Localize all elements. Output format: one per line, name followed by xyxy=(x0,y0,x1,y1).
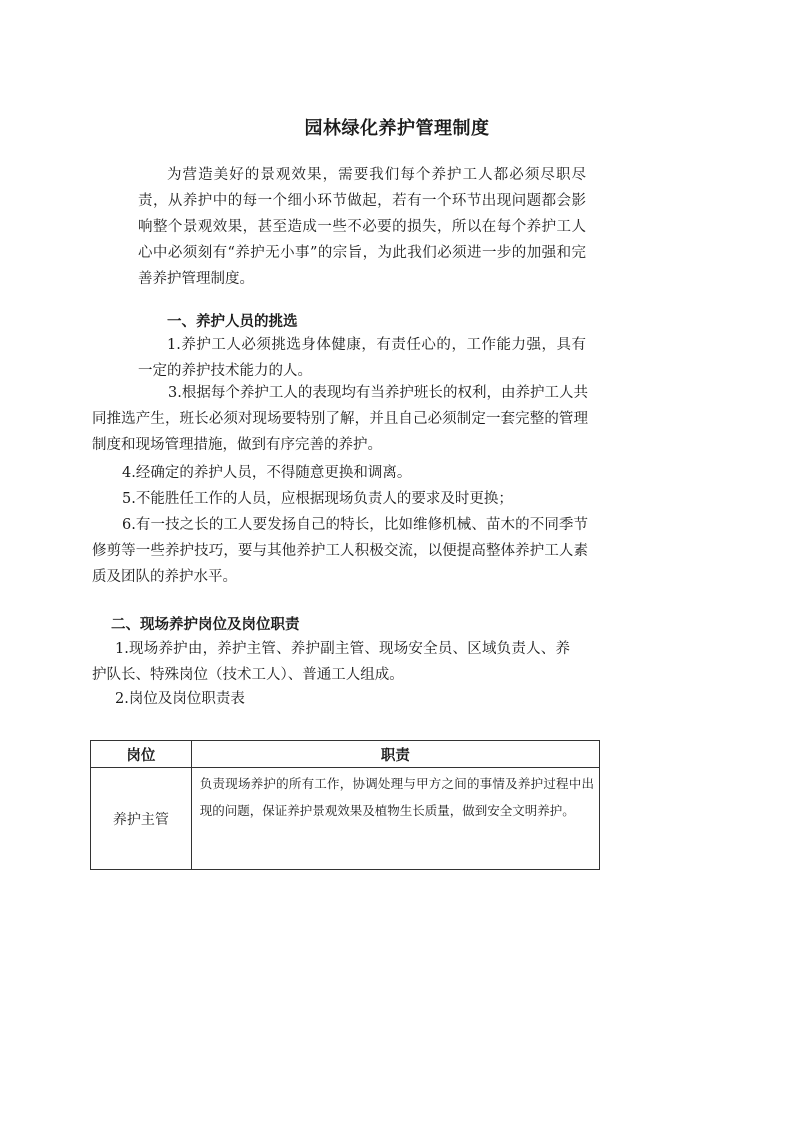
section1-heading: 一、养护人员的挑选 xyxy=(167,314,298,330)
section1-item-5: 5.不能胜任工作的人员，应根据现场负责人的要求及时更换； xyxy=(122,491,513,507)
document-title: 园林绿化养护管理制度 xyxy=(304,118,490,139)
table-cell-position: 养护主管 xyxy=(91,768,192,870)
section1-item-1: 1.养护工人必须挑选身体健康，有责任心的，工作能力强，具有一定的养护技术能力的人。 xyxy=(138,337,586,379)
table-header-duty: 职责 xyxy=(191,741,599,768)
intro-paragraph: 为营造美好的景观效果，需要我们每个养护工人都必须尽职尽责，从养护中的每一个细小环节做起，若有一个环节出现问题都会影响整个景观效果，甚至造成一些不必要的损失，所以在每个养护工人心中必须刻有“养护无小事”的宗旨，为此我们必须进一步的加强和完善养护管理制度。 xyxy=(138,167,586,287)
table-cell-duty: 负责现场养护的所有工作，协调处理与甲方之间的事情及养护过程中出现的问题，保证养护景观效果及植物生长质量，做到安全文明养护。 xyxy=(191,768,599,870)
duty-table xyxy=(90,740,600,870)
section2-item-1: 1.现场养护由，养护主管、养护副主管、现场安全员、区域负责人、养护队长、特殊岗位（技术工人）、普通工人组成。 xyxy=(92,641,570,683)
section1-item-4: 4.经确定的养护人员，不得随意更换和调离。 xyxy=(122,465,412,481)
section1-item-6: 6.有一技之长的工人要发扬自己的特长，比如维修机械、苗木的不同季节修剪等一些养护技巧，要与其他养护工人积极交流，以便提高整体养护工人素质及团队的养护水平。 xyxy=(92,517,588,585)
table-row xyxy=(91,768,600,870)
section1-item-3: 3.根据每个养护工人的表现均有当养护班长的权利，由养护工人共同推选产生，班长必须对现场要特别了解，并且自己必须制定一套完整的管理制度和现场管理措施，做到有序完善的养护。 xyxy=(92,385,588,453)
table-header-position: 岗位 xyxy=(91,741,192,768)
table-header-row xyxy=(91,741,600,768)
section2-item-2: 2.岗位及岗位职责表 xyxy=(115,691,245,707)
section2-heading: 二、现场养护岗位及岗位职责 xyxy=(111,617,300,633)
